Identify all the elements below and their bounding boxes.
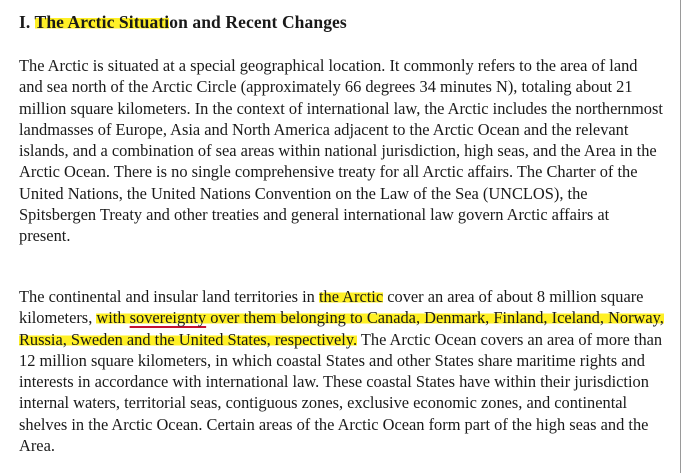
heading-prefix: I. (19, 12, 35, 32)
heading-rest-text: on and Recent Changes (169, 12, 347, 32)
highlighted-text: over them belonging to Canada, Denmark, Finland, Iceland, Norway, Russia, Sweden and the United States, respectively. (19, 308, 664, 349)
heading-highlighted-text: The Arctic Situati (34, 12, 170, 32)
paragraph-text-segment: cover an area of about 8 million square kilometers, (19, 287, 644, 328)
paragraph-text-segment: The Arctic Ocean covers an area of more than 12 million square kilometers, in which coastal States and other States share maritime rights and interests in accordance with international law. These coastal States have within their jurisdiction internal waters, territorial seas, contiguous zones, exclusive economic zones, and continental shelves in the Arctic Ocean. Certain areas of the Arctic Ocean form part of the high seas and the Area. (19, 329, 663, 456)
paragraph-arctic-overview: The Arctic is situated at a special geographical location. It commonly refers to the area of land and sea north of the Arctic Circle (approximately 66 degrees 34 minutes N), totaling about 21 million square kilometers. In the context of international law, the Arctic includes the northernmost landmasses of Europe, Asia and North America adjacent to the Arctic Ocean and the relevant islands, and a combination of sea areas within national jurisdiction, high seas, and the Area in the Arctic Ocean. There is no single comprehensive treaty for all Arctic affairs. The Charter of the United Nations, the United Nations Convention on the Law of the Sea (UNCLOS), the Spitsbergen Treaty and other treaties and general international law govern Arctic affairs at present. (19, 56, 663, 246)
highlighted-text: with (96, 308, 130, 328)
paragraph-text-segment: The continental and insular land territories in (19, 287, 319, 306)
highlighted-text: the Arctic (318, 287, 384, 306)
underlined-highlighted-text: sovereignty (129, 308, 207, 328)
paragraph-arctic-territories (19, 286, 664, 456)
page-edge-divider (680, 0, 681, 473)
section-heading (19, 10, 347, 34)
